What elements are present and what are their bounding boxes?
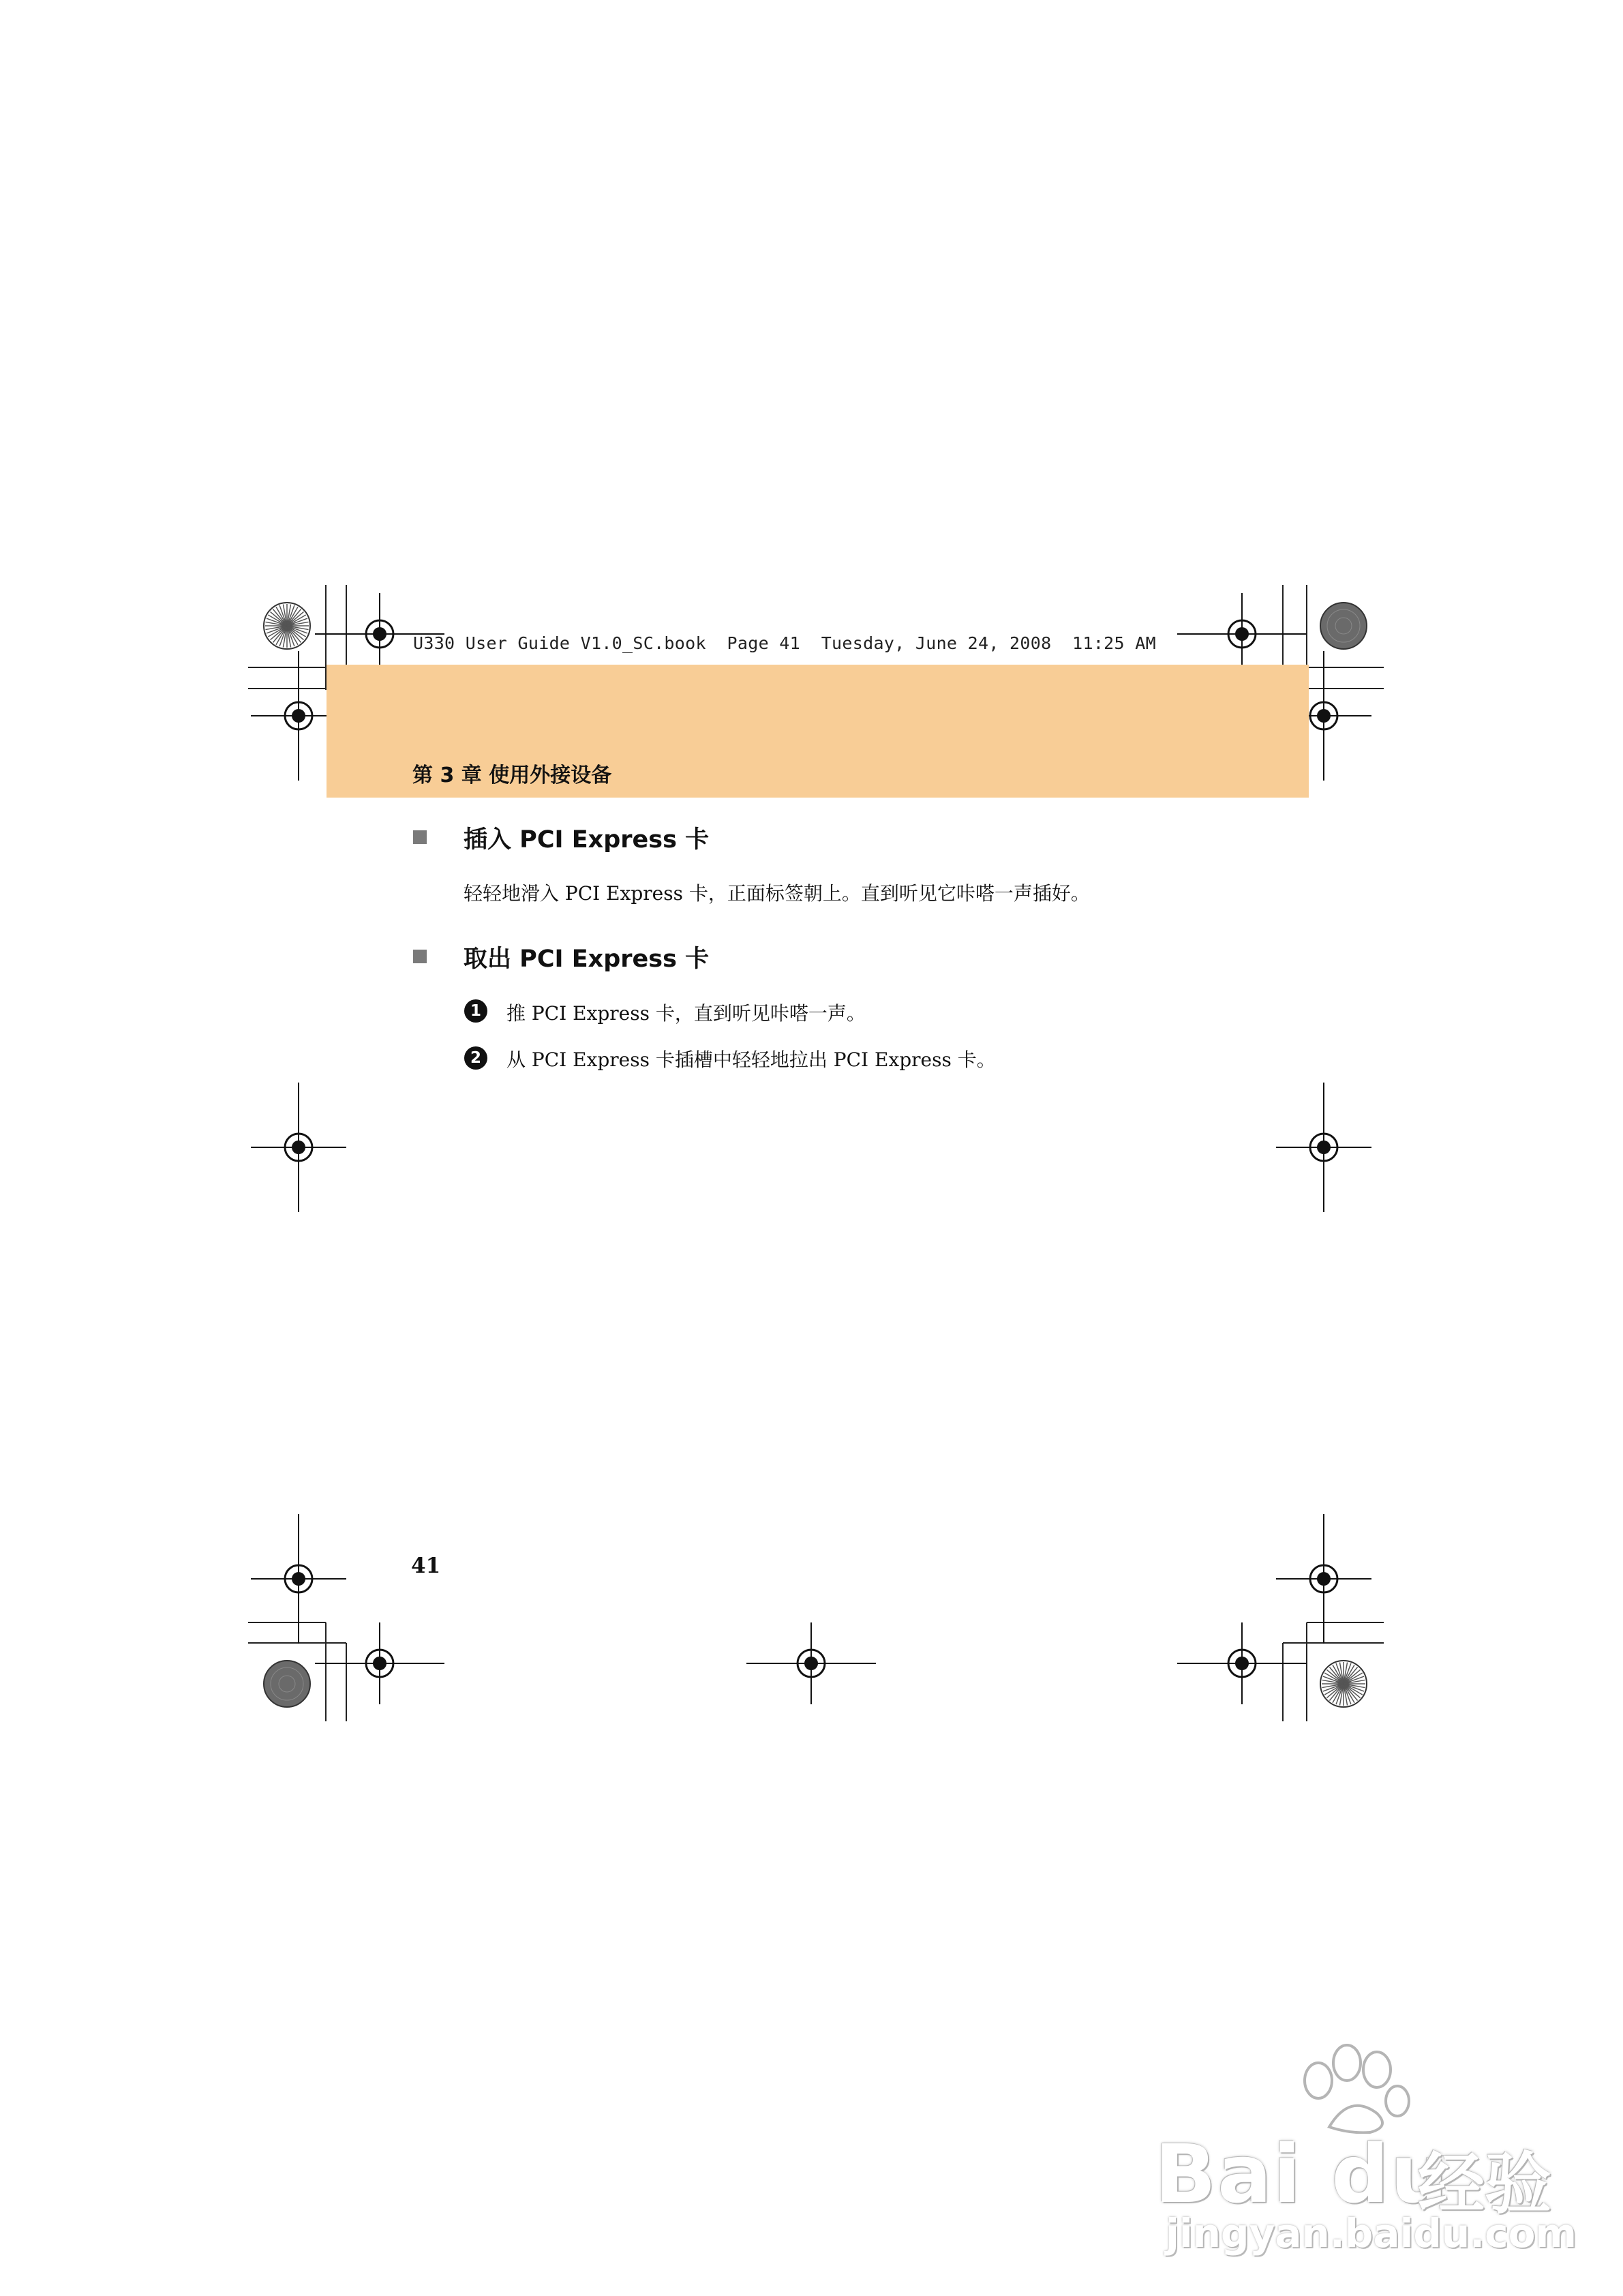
- section-bullet: [413, 830, 427, 844]
- watermark-url: jingyan.baidu.com: [1166, 2210, 1577, 2256]
- watermark-product: 经验: [1418, 2145, 1552, 2223]
- step-text-2: 从 PCI Express 卡插槽中轻轻地拉出 PCI Express 卡。: [506, 1048, 996, 1071]
- gray-disc-mark-bottom-left: [264, 1661, 310, 1707]
- print-header: U330 User Guide V1.0_SC.book Page 41 Tuesday, June 24, 2008 11:25 AM: [413, 633, 1156, 653]
- step-number-2: 2: [464, 1046, 487, 1070]
- registration-target-icon: [251, 1514, 346, 1644]
- starburst-mark-top-left: [264, 603, 310, 649]
- section-body-insert: 轻轻地滑入 PCI Express 卡，正面标签朝上。直到听见它咔嗒一声插好。: [464, 882, 1090, 905]
- registration-target-icon: [1177, 593, 1307, 675]
- section-heading-insert: 插入 PCI Express 卡: [464, 826, 710, 854]
- watermark-brand: Bai du: [1155, 2127, 1449, 2221]
- page-number: 41: [411, 1554, 441, 1578]
- registration-target-icon: [1177, 1622, 1307, 1704]
- step-text-1: 推 PCI Express 卡，直到听见咔嗒一声。: [506, 1002, 866, 1025]
- chapter-title: 第 3 章 使用外接设备: [412, 764, 612, 787]
- step-number-1: 1: [464, 999, 487, 1023]
- registration-target-icon: [251, 1083, 346, 1212]
- paw-logo-icon: [1281, 2038, 1418, 2134]
- registration-target-icon: [1276, 1083, 1371, 1212]
- gray-disc-mark-top-right: [1320, 603, 1367, 649]
- watermark: [1145, 2038, 1577, 2256]
- starburst-mark-bottom-right: [1320, 1661, 1367, 1707]
- registration-target-icon: [1276, 1514, 1371, 1644]
- section-heading-remove: 取出 PCI Express 卡: [464, 946, 710, 973]
- registration-target-icon: [746, 1622, 876, 1704]
- section-bullet: [413, 950, 427, 963]
- registration-target-icon: [315, 1622, 444, 1704]
